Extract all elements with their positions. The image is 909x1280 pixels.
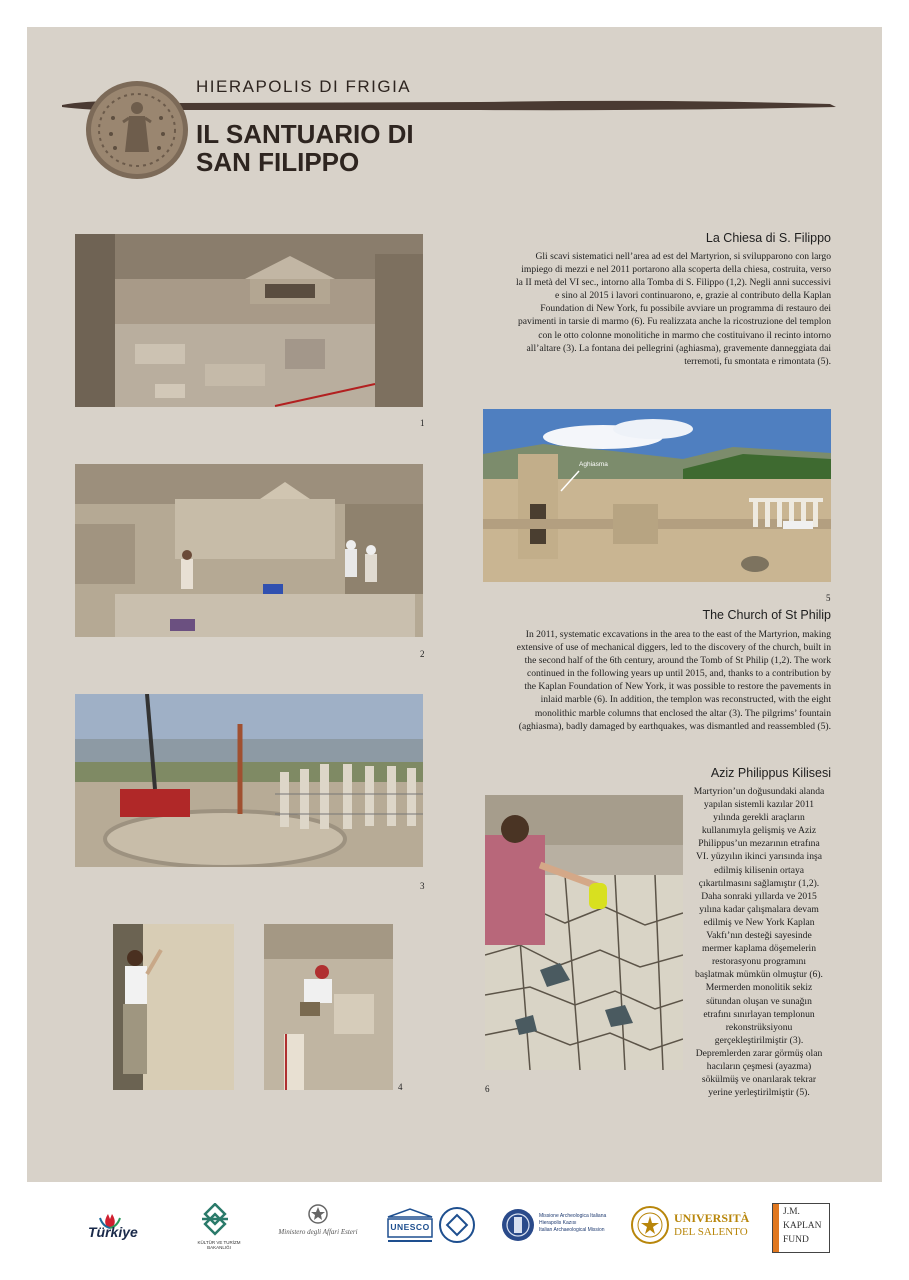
byzantine-seal-icon [83,78,191,182]
universita-salento-logo [630,1205,752,1247]
missione-line1: Missione Archeologica Italiana [539,1213,607,1219]
text-line: yerine yerleştirilmiştir (5). [708,1087,810,1099]
figure-number-1: 1 [420,418,425,428]
text-line: the second half of the 6th century, around the Tomb of St Philip (1,2). The work [524,655,831,667]
ministero-logo [272,1203,364,1247]
world-heritage-icon [438,1206,476,1244]
figure-number-3: 3 [420,881,425,891]
text-line: e sino al 2015 i lavori continuarono, e, grazie al contributo della Kaplan [555,290,831,302]
ministero-label: Ministero degli Affari Esteri [278,1228,358,1236]
text-line: all’altare (3). La fontana dei pellegrini (aghiasma), gravemente danneggiata dai [526,342,831,354]
text-line: la II metà del VI sec., intorno alla Tomba di S. Filippo (1,2). Negli anni successivi [516,277,831,289]
kultur-label: KÜLTÜR VE TURİZM BAKANLIĞI [197,1240,241,1250]
text-line: etrafını sınırlayan templonun [703,1008,815,1020]
page-title-line2: SAN FILIPPO [196,147,360,177]
text-line: yılında gerekli araçların [713,812,805,824]
text-line: mermer kaplama döşemelerin [701,943,816,955]
unesco-logo [385,1207,435,1245]
text-line: çıkartılmasını sağlamıştır (1,2). [698,877,820,889]
kultur-knot-icon [188,1203,250,1237]
text-line: gerçekleştirilmiştir (3). [714,1034,804,1046]
text-line: Daha sonraki yıllarda ve 2015 [701,890,817,902]
photo-3-templon-reconstruction [75,694,423,867]
world-heritage-logo [438,1206,476,1244]
kaplan-accent-bar [773,1204,779,1252]
missione-archeologica-logo [500,1207,620,1245]
salento-line1: UNIVERSITÀ [674,1211,750,1225]
text-line: pavimenti in tarsie di marmo (6). Fu realizzata anche la ricostruzione del templon [517,316,831,328]
photo-4b-stone-restoration [264,924,393,1090]
missione-seal-icon [500,1207,536,1243]
text-line: yapılan sistemli kazılar 2011 [703,799,815,811]
italian-emblem-icon [272,1203,364,1225]
figure-number-2: 2 [420,649,425,659]
text-line: Martyrion’un doğusundaki alanda [693,786,825,797]
photo-2-excavation-workers [75,464,423,637]
text-line: extensive of use of mechanical diggers, led to the discovery of the church, built in [516,642,831,654]
text-line: başlatmak mümkün olmuştur (6). [695,969,823,981]
text-line: edilmiş kilisenin ortaya [713,864,805,876]
page-title-line1: IL SANTUARIO DI [196,119,414,149]
text-line: VI. yüzyılın ikinci yarısında inşa [695,851,823,863]
section-text-italian [440,250,831,368]
turkiye-logo [78,1210,150,1244]
salento-seal-icon [630,1205,670,1245]
kaplan-fund-logo [772,1203,830,1253]
text-line: edilmiş ve New York Kaplan [703,916,815,928]
text-line: hacıların çeşmesi (ayazma) [706,1060,812,1072]
photo-6-marble-pavement [485,795,683,1070]
section-text-turkish [690,785,828,1099]
kultur-turizm-logo [188,1203,250,1249]
text-line: the Kaplan Foundation of New York, it was possible to restore the pavements in [524,681,831,693]
section-title-english: The Church of St Philip [702,608,831,622]
kaplan-line1: J.M. [783,1207,800,1217]
kaplan-line2: KAPLAN [783,1221,822,1231]
header-kicker: HIERAPOLIS DI FRIGIA [196,77,412,96]
text-line: sütundan oluşan ve sunağın [706,995,812,1007]
missione-line3: Italian Archaeological Mission [539,1227,605,1233]
text-line: inlaid marble (6). In addition, the templon was reconstructed, with the eight [540,694,831,706]
photo-5-aghiasma-fountain [483,409,831,582]
text-line: continued in the following years up until 2015, and, thanks to a contribution by [526,668,831,680]
text-line: Gli scavi sistematici nell’area ad est del Martyrion, si svilupparono con largo [535,251,831,262]
text-line: monolithic marble columns that enclosed the altar (3). The pilgrims’ fountain [534,707,831,719]
text-line: Mermerden monolitik sekiz [705,982,813,994]
text-line: impiego di mezzi e nel 2011 portarono alla scoperta della chiesa, costruita, verso [521,264,831,276]
figure-number-6: 6 [485,1084,490,1094]
text-line: terremoti, fu smontata e rimontata (5). [684,355,831,367]
section-text-english [440,628,831,733]
text-line: Depremlerden zarar görmüş olan [695,1047,823,1059]
kaplan-line3: FUND [783,1235,809,1245]
text-line: kullanımıyla gelişmiş ve Aziz [701,825,817,837]
text-line: In 2011, systematic excavations in the area to the east of the Martyrion, making [525,629,831,640]
missione-line2: Hierapolis Kazısı [539,1220,577,1226]
text-line: restorasyonu programını [711,956,807,968]
figure-number-5: 5 [826,593,831,603]
text-line: yılına kadar çalışmalara devam [699,903,819,915]
section-title-turkish: Aziz Philippus Kilisesi [710,766,831,780]
text-line: Vakfı’nın desteği sayesinde [706,930,812,942]
turkiye-wordmark: Türkiye [88,1224,138,1240]
salento-line2: DEL SALENTO [674,1226,748,1238]
text-line: con le otto colonne monolitiche in marmo che costituivano il recinto intorno [538,329,831,341]
unesco-wordmark: UNESCO [390,1222,430,1232]
photo-5-label: Aghiasma [579,461,608,468]
photo-4a-wall-cleaning [113,924,234,1090]
figure-number-4: 4 [398,1082,403,1092]
photo-1-excavation-tomb [75,234,423,407]
text-line: sökülmüş ve onarılarak tekrar [701,1074,817,1086]
section-title-italian: La Chiesa di S. Filippo [705,231,831,245]
text-line: (aghiasma), badly damaged by earthquakes, was dismantled and reassembled (5). [518,720,831,732]
text-line: Foundation di New York, fu possibile avviare un programma di restauro dei [540,303,831,315]
text-line: rekonstrüksiyonu [725,1021,793,1033]
text-line: Philippus’un mezarının etrafına [698,838,820,850]
